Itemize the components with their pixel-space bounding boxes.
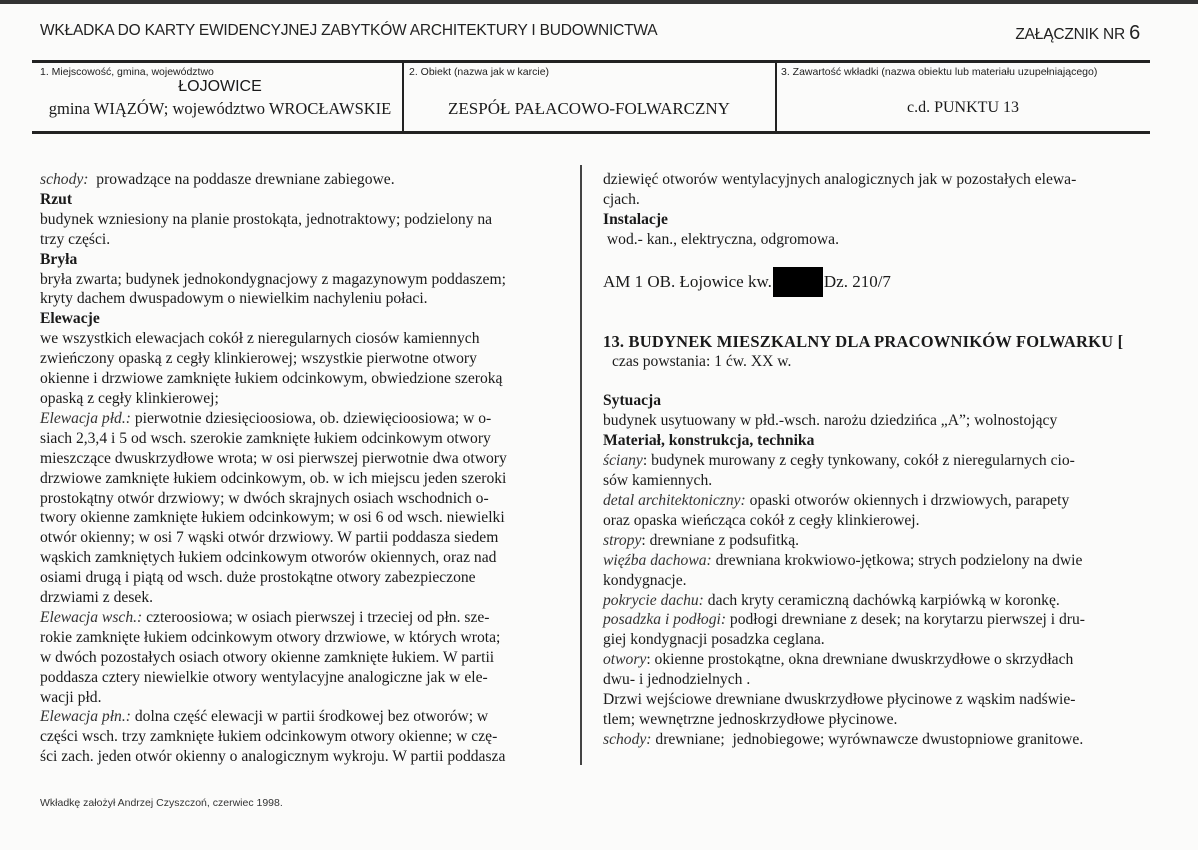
column-divider xyxy=(580,165,582,765)
text-line xyxy=(40,648,570,668)
text-line xyxy=(40,548,570,568)
text-line xyxy=(603,170,1143,190)
text-line xyxy=(40,230,570,250)
line-text: mieszczące dwuskrzydłowe wrota; w osi pierwszej pierwotnie dwa otwory xyxy=(40,449,507,467)
text-line xyxy=(603,391,1143,411)
line-text: we wszystkich elewacjach cokół z nieregularnych ciosów kamiennych xyxy=(40,330,480,348)
line-text: cjach. xyxy=(603,190,640,208)
redaction-box xyxy=(773,267,823,297)
field-label: schody: xyxy=(603,730,652,748)
line-text: otwór okienny; w osi 7 wąski otwór drzwiowy. W partii poddasza siedem xyxy=(40,529,499,547)
line-text: w dwóch pozostałych osiach otwory okienne zamknięte łukiem. W partii xyxy=(40,648,495,666)
text-line xyxy=(603,190,1143,210)
line-text: Drzwi wejściowe drewniane dwuskrzydłowe płycinowe z wąskim nadświe- xyxy=(603,691,1076,709)
text-line xyxy=(603,630,1143,650)
field-label: Elewacja płd.: xyxy=(40,409,131,427)
text-line xyxy=(40,528,570,548)
line-text: rokie zamknięte łukiem odcinkowym otwory drzwiowe, w których wrota; xyxy=(40,628,501,646)
line-text: pierwotnie dziesięcioosiowa, ob. dziewięcioosiowa; w o- xyxy=(130,409,492,427)
line-text: kryty dachem dwuspadowym o niewielkim nachyleniu połaci. xyxy=(40,290,428,308)
line-text: wąskich zamkniętych łukiem odcinkowym otworów okiennych, oraz nad xyxy=(40,549,497,567)
object-value: ZESPÓŁ PAŁACOWO-FOLWARCZNY xyxy=(448,99,730,118)
line-text: opaską z cegły klinkierowej; xyxy=(40,389,219,407)
text-line xyxy=(40,489,570,509)
text-line xyxy=(603,531,1143,551)
section-title: Instalacje xyxy=(603,210,668,228)
line-text: wacji płd. xyxy=(40,688,102,706)
text-line xyxy=(603,551,1143,571)
footer-note: Wkładkę założył Andrzej Czyszczoń, czerwiec 1998. xyxy=(40,797,283,809)
line-text: drzwiami z desek. xyxy=(40,589,154,607)
line-text: czteroosiowa; w osiach pierwszej i trzeciej od płn. sze- xyxy=(142,608,490,626)
line-text: dach kryty ceramiczną dachówką karpiówką w koronkę. xyxy=(703,591,1060,609)
box-3-label: 3. Zawartość wkładki (nazwa obiektu lub materiału uzupełniającego) xyxy=(781,66,1098,78)
contents-value: c.d. PUNKTU 13 xyxy=(907,99,1019,116)
text-line xyxy=(603,230,1143,250)
line-text: prostokątny otwór drzwiowy; w dwóch skrajnych osiach wschodnich o- xyxy=(40,489,489,507)
line-text: budynek wzniesiony na planie prostokąta, jednotraktowy; podzielony na xyxy=(40,210,493,228)
box-divider xyxy=(775,62,777,132)
text-line xyxy=(603,670,1143,690)
text-line xyxy=(40,349,570,369)
field-label: otwory xyxy=(603,651,647,669)
field-label: detal architektoniczny: xyxy=(603,491,746,509)
line-text: dolna część elewacji w partii środkowej bez otworów; w xyxy=(130,708,489,726)
text-line xyxy=(40,190,570,210)
text-line xyxy=(40,329,570,349)
text-line xyxy=(40,389,570,409)
field-label: stropy xyxy=(603,531,642,549)
line-text: drzwiowe zamknięte łukiem odcinkowym, ob. w ich miejscu jeden szeroki xyxy=(40,469,507,487)
line-text: części wsch. trzy zamknięte łukiem odcinkowym otwory okienne; w czę- xyxy=(40,728,498,746)
line-text: dziewięć otworów wentylacyjnych analogicznych jak w pozostałych elewa- xyxy=(603,171,1077,188)
field-label: ściany xyxy=(603,452,643,470)
section-title: Materiał, konstrukcja, technika xyxy=(603,432,815,450)
parcel-line xyxy=(603,272,1143,292)
line-text: : okienne prostokątne, okna drewniane dwuskrzydłowe o skrzydłach xyxy=(646,651,1074,669)
line-text: : drewniane z podsufitką. xyxy=(641,531,800,549)
text-line xyxy=(603,591,1143,611)
heading-text: 13. BUDYNEK MIESZKALNY DLA PRACOWNIKÓW FOLWARKU xyxy=(603,331,1114,351)
text-line xyxy=(603,431,1143,451)
line-text: dwu- i jednodzielnych . xyxy=(603,671,751,689)
text-line xyxy=(603,491,1143,511)
municipality-value: gmina WIĄZÓW; województwo WROCŁAWSKIE xyxy=(48,99,392,118)
line-text: opaski otworów okiennych i drzwiowych, parapety xyxy=(745,491,1070,509)
field-label: pokrycie dachu: xyxy=(603,591,704,609)
right-column-text xyxy=(603,170,1143,750)
text-line xyxy=(40,588,570,608)
line-text: wod.- kan., elektryczna, odgromowa. xyxy=(603,230,839,248)
text-line xyxy=(40,727,570,747)
field-label: więźba dachowa: xyxy=(603,551,712,569)
parcel-prefix: AM 1 OB. Łojowice kw. xyxy=(603,271,772,291)
date-line: czas powstania: 1 ćw. XX w. xyxy=(612,352,792,370)
attachment-label: ZAŁĄCZNIK NR xyxy=(1015,26,1125,43)
section-title: Sytuacja xyxy=(603,392,662,410)
line-text: budynek usytuowany w płd.-wsch. narożu dziedzińca „A”; wolnostojący xyxy=(603,412,1058,430)
line-text: ści zach. jeden otwór okienny o analogicznym wykroju. W partii poddasza xyxy=(40,748,506,766)
text-line xyxy=(603,571,1143,591)
text-line xyxy=(40,170,570,190)
text-line xyxy=(40,369,570,389)
left-column-text xyxy=(40,170,570,767)
text-line xyxy=(40,210,570,230)
field-label: posadzka i podłogi: xyxy=(603,611,727,629)
intro-block xyxy=(603,170,1143,250)
box-1-label: 1. Miejscowość, gmina, województwo xyxy=(40,66,214,78)
text-line xyxy=(40,688,570,708)
line-text: kondygnacje. xyxy=(603,571,687,589)
line-text: drewniane; jednobiegowe; wyrównawcze dwustopniowe granitowe. xyxy=(651,730,1084,748)
text-line xyxy=(40,508,570,528)
text-line xyxy=(603,411,1143,431)
form-title: WKŁADKA DO KARTY EWIDENCYJNEJ ZABYTKÓW ARCHITEKTURY I BUDOWNICTWA xyxy=(40,22,658,39)
line-text: prowadzące na poddasze drewniane zabiegowe. xyxy=(88,171,395,188)
field-label: Elewacja płn.: xyxy=(40,708,131,726)
line-text: bryła zwarta; budynek jednokondygnacjowy z magazynowym poddaszem; xyxy=(40,270,506,288)
line-text: tlem; wewnętrzne jednoskrzydłowe płycinowe. xyxy=(603,710,898,728)
heading-mark: [ xyxy=(1117,331,1124,351)
text-line xyxy=(603,471,1143,491)
text-line xyxy=(603,511,1143,531)
line-text: poddasza cztery niewielkie otwory wentylacyjne analogiczne jak w ele- xyxy=(40,668,488,686)
line-text: drewniana krokwiowo-jętkowa; strych podzielony na dwie xyxy=(711,551,1083,569)
text-line xyxy=(40,409,570,429)
line-text: siach 2,3,4 i 5 od wsch. szerokie zamknięte łukiem odcinkowym otwory xyxy=(40,429,491,447)
line-text: sów kamiennych. xyxy=(603,472,713,490)
text-line xyxy=(40,747,570,767)
parcel-suffix: Dz. 210/7 xyxy=(823,271,891,291)
text-line xyxy=(40,449,570,469)
text-line xyxy=(603,690,1143,710)
text-line xyxy=(40,250,570,270)
field-label: Elewacja wsch.: xyxy=(40,608,143,626)
line-text: : budynek murowany z cegły tynkowany, cokół z nieregularnych cio- xyxy=(642,452,1075,470)
section-heading xyxy=(603,332,1143,352)
line-text: oraz opaska wieńcząca cokół z cegły klinkierowej. xyxy=(603,511,920,529)
text-line xyxy=(40,568,570,588)
section-title: Bryła xyxy=(40,250,78,268)
text-line xyxy=(40,309,570,329)
text-line xyxy=(40,429,570,449)
text-line xyxy=(603,610,1143,630)
attachment-nr: 6 xyxy=(1129,22,1140,44)
line-text: giej kondygnacji posadzka ceglana. xyxy=(603,631,825,649)
text-line xyxy=(40,668,570,688)
line-text: osiami drugą i piątą od wsch. duże prostokątne otwory zabezpieczone xyxy=(40,569,476,587)
line-text: okienne i drzwiowe zamknięte łukiem odcinkowym, obwiedzione szeroką xyxy=(40,370,503,388)
text-line xyxy=(40,270,570,290)
attachment-number xyxy=(1015,22,1140,45)
text-line xyxy=(603,730,1143,750)
header-top-rule xyxy=(32,60,1150,63)
text-line xyxy=(603,650,1143,670)
box-2-label: 2. Obiekt (nazwa jak w karcie) xyxy=(409,66,550,78)
body-block xyxy=(603,391,1143,749)
locality-value: ŁOJOWICE xyxy=(178,78,262,95)
text-line xyxy=(40,289,570,309)
text-line xyxy=(603,210,1143,230)
text-line xyxy=(40,628,570,648)
line-text: twory okienne zamknięte łukiem odcinkowym; w osi 6 od wsch. niewielki xyxy=(40,509,505,527)
line-text: podłogi drewniane z desek; na korytarzu pierwszej i dru- xyxy=(726,611,1085,629)
text-line xyxy=(603,451,1143,471)
line-text: trzy części. xyxy=(40,230,111,248)
text-line xyxy=(603,710,1143,730)
text-line xyxy=(40,469,570,489)
scan-edge xyxy=(0,0,1198,4)
field-label: schody: xyxy=(40,171,89,188)
text-line xyxy=(40,608,570,628)
section-title: Elewacje xyxy=(40,310,100,328)
line-text: zwieńczony opaską z cegły klinkierowej; wszystkie pierwotne otwory xyxy=(40,350,477,368)
box-divider xyxy=(402,62,404,132)
header-bottom-rule xyxy=(32,131,1150,134)
section-title: Rzut xyxy=(40,190,73,208)
text-line xyxy=(40,707,570,727)
